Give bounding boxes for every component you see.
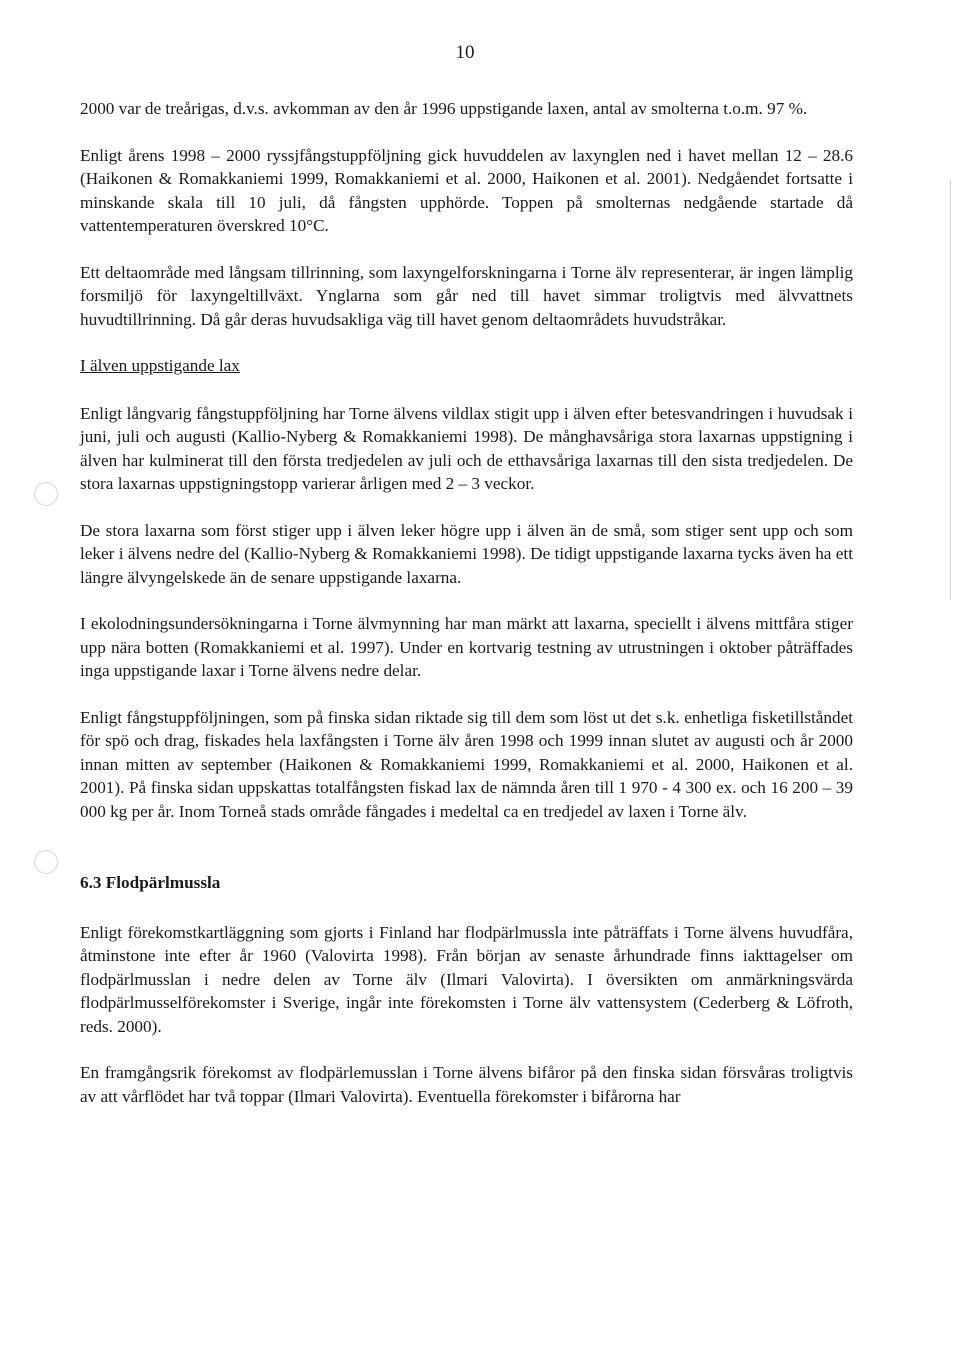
paragraph-delta-area: Ett deltaområde med långsam tillrinning, som laxyngelforskningarna i Torne älv representerar, är ingen lämplig forsmiljö för laxyngeltillväxt. Ynglarna som går ned till havet simmar troligtvis med älvvattnets huvudtillrinning. Då går deras huvudsakliga väg till havet genom deltaområdets huvudstråkar. (80, 262, 853, 329)
punch-hole-bottom (34, 850, 58, 874)
section-heading-6-3: 6.3 Flodpärlmussla (80, 873, 221, 892)
paragraph-ascent-timing: Enligt långvarig fångstuppföljning har Torne älvens vildlax stigit upp i älven efter betesvandringen i huvudsak i juni, juli och augusti (Kallio-Nyberg & Romakkaniemi 1998). De månghavsåriga stora laxarnas uppstigning i älven har kulminerat till den första tredjedelen av juli och de etthavsåriga laxarnas till den sista tredjedelen. De stora laxarnas uppstigningstopp varierar årligen med 2 – 3 veckor. (80, 403, 853, 493)
paragraph-large-salmon: De stora laxarna som först stiger upp i älven leker högre upp i älven än de små, som stiger sent upp och som leker i älvens nedre del (Kallio-Nyberg & Romakkaniemi 1998). De tidigt uppstigande laxarna tycks även ha ett längre älvyngelskede än de senare uppstigande laxarna. (80, 520, 853, 587)
subheading-ascending-salmon: I älven uppstigande lax (80, 356, 240, 375)
paragraph-pearl-mussel-survey: Enligt förekomstkartläggning som gjorts i Finland har flodpärlmussla inte påträffats i Torne älvens huvudfåra, åtminstone inte efter år 1960 (Valovirta 1998). Från början av senaste århundrade finns iakttagelser om flodpärlmusslan i nedre delen av Torne älv (Ilmari Valovirta). I översikten om anmärkningsvärda flodpärlmusselförekomster i Sverige, ingår inte förekomsten i Torne älv vattensystem (Cederberg & Löfroth, reds. 2000). (80, 922, 853, 1036)
paragraph-smolt-descent: Enligt årens 1998 – 2000 ryssjfångstuppföljning gick huvuddelen av laxynglen ned i havet mellan 12 – 28.6 (Haikonen & Romakkaniemi 1999, Romakkaniemi et al. 2000, Haikonen et al. 2001). Nedgåendet fortsatte i minskande skala till 10 juli, då fångsten upphörde. Toppen på smolternas nedgående startade då vattentemperaturen överskred 10°C. (80, 145, 853, 235)
paragraph-echosounding: I ekolodningsundersökningarna i Torne älvmynning har man märkt att laxarna, speciellt i älvens mittfåra stiger upp nära botten (Romakkaniemi et al. 1997). Under en kortvarig testning av utrustningen i oktober påträffades inga uppstigande laxar i Torne älvens nedre delar. (80, 614, 853, 680)
scan-margin-line (950, 180, 951, 600)
paragraph-pearl-mussel-tributaries: En framgångsrik förekomst av flodpärlemusslan i Torne älvens bifåror på den finska sidan försvåras troligtvis av att vårflödet har två toppar (Ilmari Valovirta). Eventuella förekomster i bifårorna har (80, 1063, 853, 1106)
page-number: 10 (455, 42, 475, 63)
punch-hole-top (34, 482, 58, 506)
paragraph-catch-monitoring: Enligt fångstuppföljningen, som på finska sidan riktade sig till dem som löst ut det s.k. enhetliga fisketillståndet för spö och drag, fiskades hela laxfångsten i Torne älv åren 1998 och 1999 innan slutet av augusti och år 2000 innan mitten av september (Haikonen & Romakkaniemi 1999, Romakkaniemi et al. 2000, Haikonen et al. 2001). På finska sidan uppskattas totalfångsten fiskad lax de nämnda åren till 1 970 - 4 300 ex. och 16 200 – 39 000 kg per år. Inom Torneå stads område fångades i medeltal ca en tredjedel av laxen i Torne älv. (80, 707, 853, 821)
paragraph-smolt-share: 2000 var de treårigas, d.v.s. avkomman av den år 1996 uppstigande laxen, antal av smolterna t.o.m. 97 %. (80, 99, 808, 118)
document-body (80, 97, 853, 1131)
